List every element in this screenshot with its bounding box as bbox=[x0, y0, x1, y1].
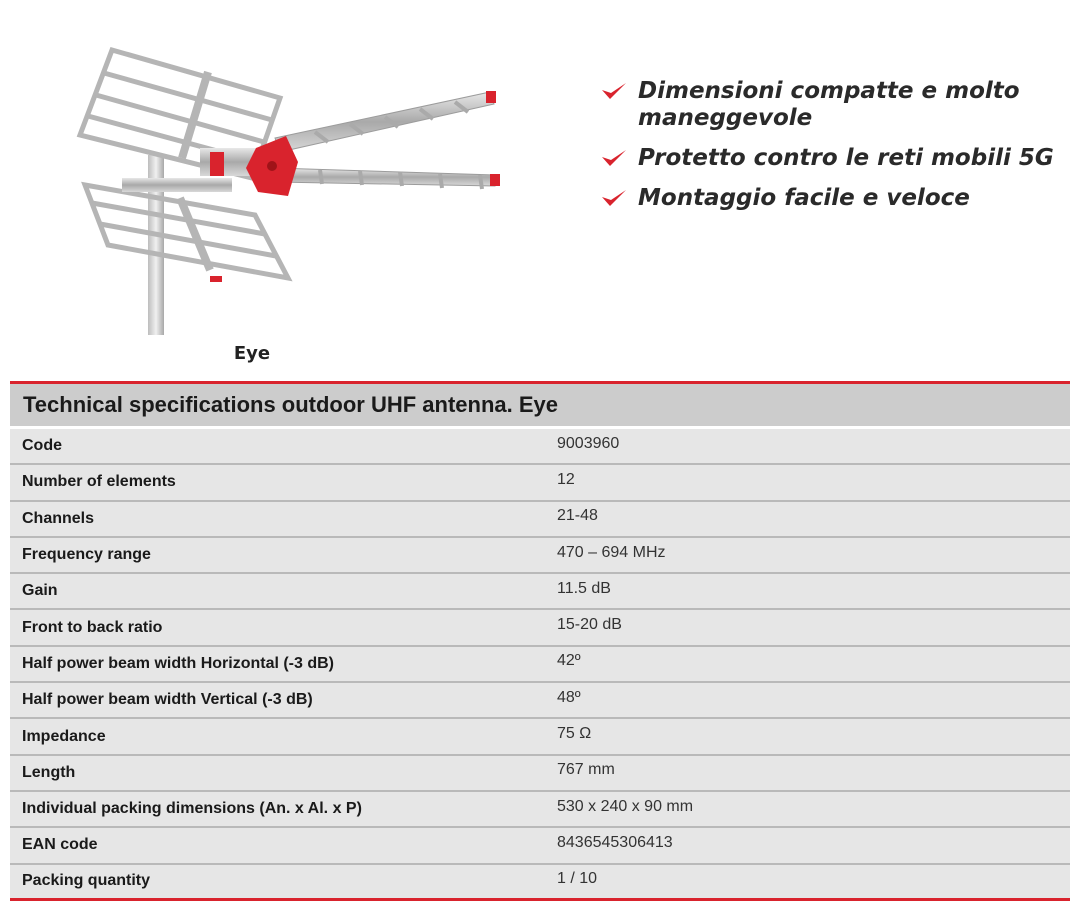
spec-row bbox=[10, 756, 1070, 792]
feature-text: Dimensioni compatte e molto maneggevole bbox=[638, 78, 1020, 131]
spec-label: Channels bbox=[22, 509, 95, 527]
spec-value: 21-48 bbox=[557, 507, 598, 525]
spec-row bbox=[10, 683, 1070, 719]
spec-value: 15-20 dB bbox=[557, 616, 622, 634]
spec-value: 75 Ω bbox=[557, 725, 592, 743]
spec-value: 767 mm bbox=[557, 761, 615, 779]
checkmark-icon bbox=[600, 81, 628, 103]
spec-label: Code bbox=[22, 437, 62, 455]
spec-label: Gain bbox=[22, 582, 58, 600]
feature-text: Montaggio facile e veloce bbox=[638, 185, 970, 211]
spec-label: EAN code bbox=[22, 836, 98, 854]
spec-table bbox=[10, 381, 1070, 901]
spec-row bbox=[10, 574, 1070, 610]
spec-label: Number of elements bbox=[22, 473, 176, 491]
spec-label: Half power beam width Vertical (-3 dB) bbox=[22, 691, 313, 709]
spec-row bbox=[10, 465, 1070, 501]
spec-label: Front to back ratio bbox=[22, 618, 163, 636]
feature-item bbox=[600, 78, 1060, 132]
checkmark-icon bbox=[600, 148, 628, 170]
spec-row bbox=[10, 828, 1070, 864]
spec-value: 8436545306413 bbox=[557, 833, 673, 851]
spec-value: 42º bbox=[557, 652, 581, 670]
spec-value: 9003960 bbox=[557, 434, 620, 452]
product-caption: Eye bbox=[233, 343, 271, 364]
spec-value: 530 x 240 x 90 mm bbox=[557, 797, 694, 815]
spec-value: 12 bbox=[557, 470, 575, 488]
antenna-product-image bbox=[60, 40, 520, 340]
feature-item bbox=[600, 185, 1060, 212]
spec-value: 11.5 dB bbox=[557, 579, 611, 597]
spec-row bbox=[10, 647, 1070, 683]
spec-label: Length bbox=[22, 763, 76, 781]
spec-label: Packing quantity bbox=[22, 872, 151, 890]
feature-text: Protetto contro le reti mobili 5G bbox=[638, 145, 1054, 171]
spec-row bbox=[10, 610, 1070, 646]
spec-row bbox=[10, 502, 1070, 538]
spec-row bbox=[10, 792, 1070, 828]
spec-label: Individual packing dimensions (An. x Al. x P) bbox=[22, 800, 362, 818]
spec-row bbox=[10, 429, 1070, 465]
spec-label: Frequency range bbox=[22, 546, 151, 564]
feature-list bbox=[600, 78, 1060, 225]
spec-row bbox=[10, 865, 1070, 901]
spec-rows bbox=[10, 429, 1070, 901]
spec-row bbox=[10, 538, 1070, 574]
spec-row bbox=[10, 719, 1070, 755]
spec-table-title: Technical specifications outdoor UHF antenna. Eye bbox=[10, 381, 1070, 429]
spec-label: Impedance bbox=[22, 727, 106, 745]
spec-label: Half power beam width Horizontal (-3 dB) bbox=[22, 654, 335, 672]
checkmark-icon bbox=[600, 188, 628, 210]
spec-value: 48º bbox=[557, 688, 581, 706]
feature-item bbox=[600, 145, 1060, 172]
spec-value: 1 / 10 bbox=[557, 869, 598, 887]
spec-value: 470 – 694 MHz bbox=[557, 543, 666, 561]
